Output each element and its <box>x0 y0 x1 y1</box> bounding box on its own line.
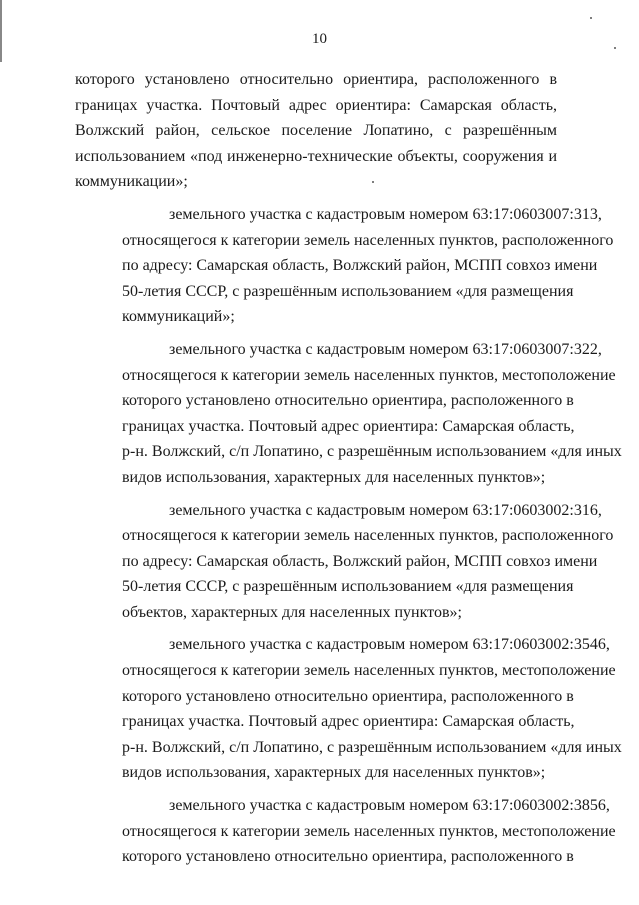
text-line: которого установлено относительно ориентира, расположенного в <box>122 687 574 705</box>
text-line: относящегося к категории земель населенных пунктов, местоположение <box>122 662 616 680</box>
body-paragraph <box>75 632 622 786</box>
text-line: использованием «под инженерно-технические объекты, сооружения и <box>75 147 557 165</box>
text-line: относящегося к категории земель населенных пунктов, местоположение <box>122 822 616 840</box>
text-line: объектов, характерных для населенных пунктов»; <box>122 603 462 621</box>
text-line: р-н. Волжский, с/п Лопатино, с разрешённым использованием «для иных <box>122 738 622 756</box>
text-line: р-н. Волжский, с/п Лопатино, с разрешённым использованием «для иных <box>122 443 622 461</box>
text-line: которого установлено относительно ориентира, расположенного в <box>75 71 557 88</box>
text-line: земельного участка с кадастровым номером 63:17:0603002:316, <box>169 501 602 519</box>
text-line: которого установлено относительно ориентира, расположенного в <box>122 848 574 866</box>
text-line: относящегося к категории земель населенных пунктов, расположенного <box>122 231 614 249</box>
body-paragraph <box>75 337 622 491</box>
text-line: по адресу: Самарская область, Волжский район, МСПП совхоз имени <box>122 552 598 570</box>
text-line: земельного участка с кадастровым номером 63:17:0603002:3546, <box>169 636 610 654</box>
text-line: по адресу: Самарская область, Волжский район, МСПП совхоз имени <box>122 257 598 275</box>
text-line: границах участка. Почтовый адрес ориентира: Самарская область, <box>122 713 575 731</box>
body-paragraph <box>75 202 614 330</box>
body-paragraph <box>75 498 614 626</box>
page-number: 10 <box>312 31 327 47</box>
text-line: которого установлено относительно ориентира, расположенного в <box>122 392 574 410</box>
text-line: видов использования, характерных для населенных пунктов»; <box>122 468 546 486</box>
text-line: 50-летия СССР, с разрешённым использованием «для размещения <box>122 282 574 300</box>
text-line: относящегося к категории земель населенных пунктов, расположенного <box>122 527 614 545</box>
document-body <box>75 67 622 877</box>
text-line: коммуникаций»; <box>122 308 235 326</box>
text-line: Волжский район, сельское поселение Лопатино, с разрешённым <box>75 122 557 140</box>
text-line: относящегося к категории земель населенных пунктов, местоположение <box>122 366 616 384</box>
text-line: земельного участка с кадастровым номером 63:17:0603002:3856, <box>169 797 610 815</box>
text-line: земельного участка с кадастровым номером 63:17:0603007:322, <box>169 340 602 358</box>
scan-speck <box>590 17 592 19</box>
text-line: границах участка. Почтовый адрес ориентира: Самарская область, <box>122 417 575 435</box>
body-paragraph <box>75 793 616 870</box>
text-line: коммуникации»; <box>75 173 188 191</box>
text-line: видов использования, характерных для населенных пунктов»; <box>122 764 546 782</box>
text-line: границах участка. Почтовый адрес ориентира: Самарская область, <box>75 96 557 114</box>
body-paragraph <box>75 67 557 195</box>
text-line: земельного участка с кадастровым номером 63:17:0603007:313, <box>169 205 602 223</box>
text-line: 50-летия СССР, с разрешённым использованием «для размещения <box>122 578 574 596</box>
